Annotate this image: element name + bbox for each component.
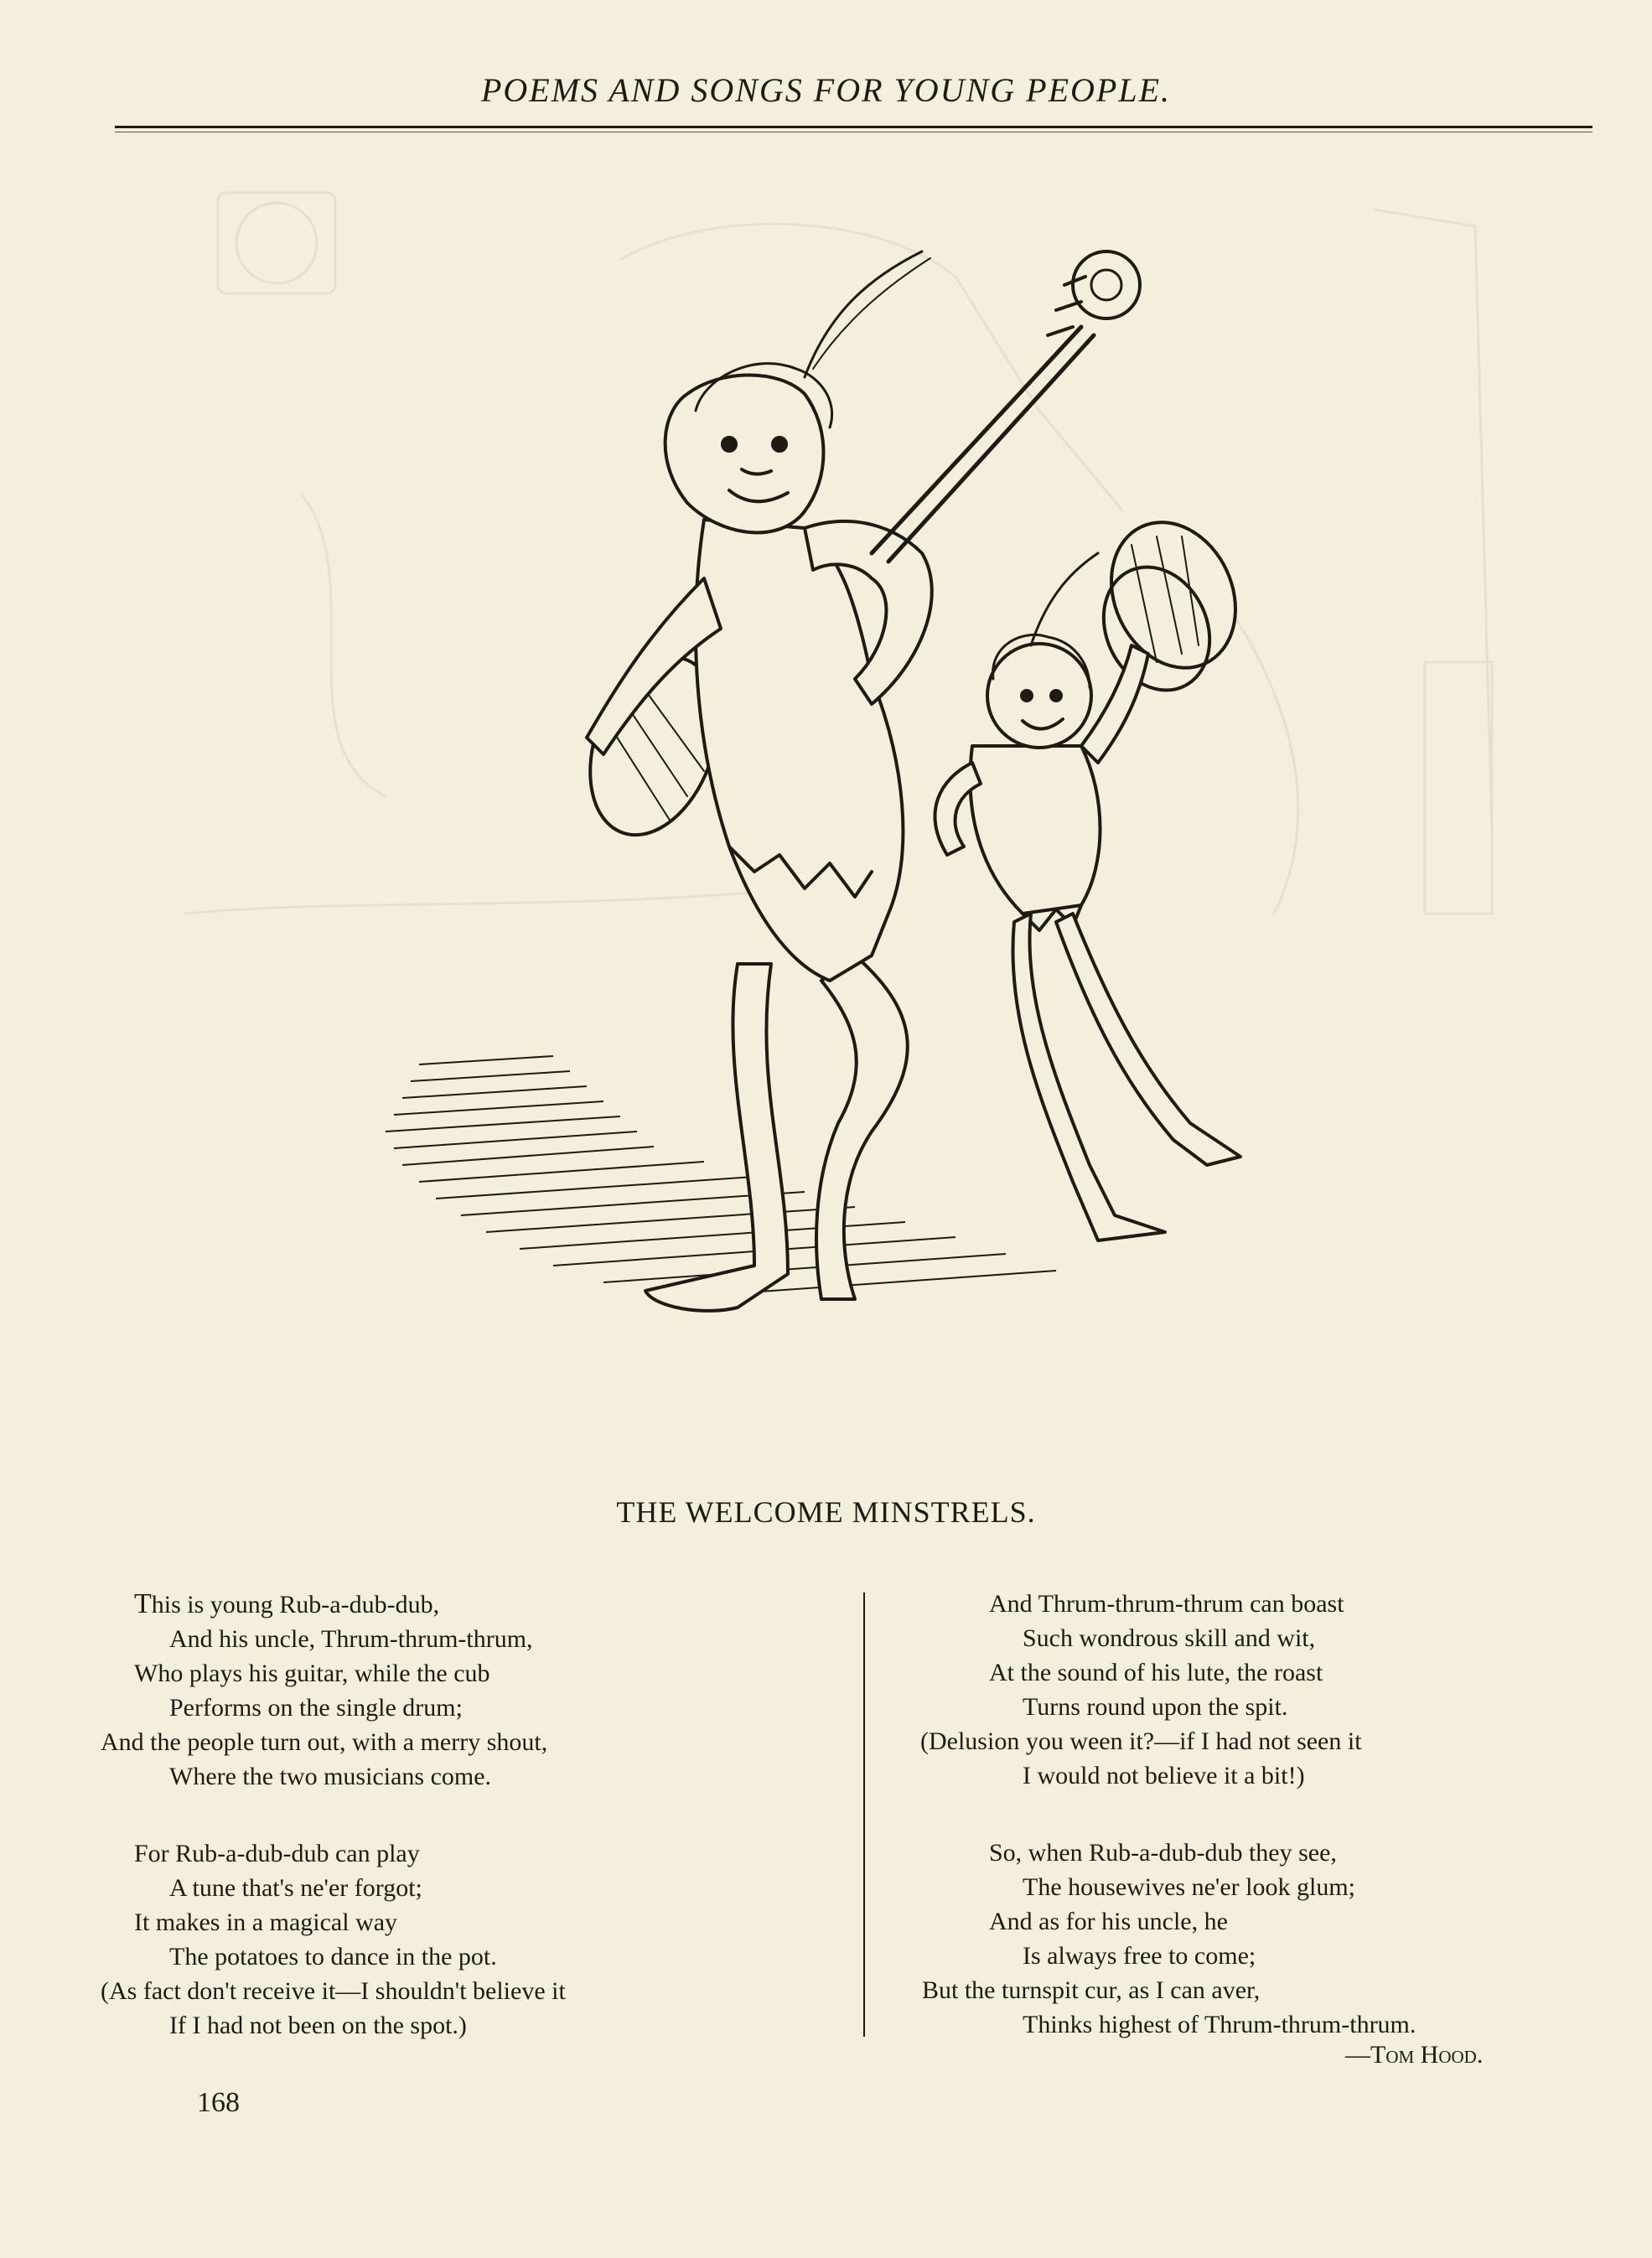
minstrels-illustration	[117, 159, 1576, 1450]
poem-line: But the turnspit cur, as I can aver,	[922, 1976, 1261, 2004]
poem-line: Who plays his guitar, while the cub	[134, 1660, 490, 1687]
poem-line: Thinks highest of Thrum-thrum-thrum.	[1023, 2011, 1416, 2038]
poem-left-column	[101, 1587, 566, 2043]
poem-line: (As fact don't receive it—I shouldn't believe it	[101, 1977, 566, 2005]
poem-line: And Thrum-thrum-thrum can boast	[989, 1590, 1344, 1618]
thrum-tunic	[696, 520, 903, 981]
poem-right-column	[914, 1587, 1416, 2042]
ground-hatching	[386, 1056, 1056, 1299]
rub-figure	[935, 502, 1259, 1240]
thrum-figure	[567, 251, 932, 1311]
rub-head	[987, 644, 1091, 748]
poem-line: It makes in a magical way	[134, 1908, 398, 1936]
thrum-right-leg	[816, 956, 908, 1299]
running-head: POEMS AND SONGS FOR YOUNG PEOPLE.	[480, 71, 1171, 109]
poem-line: The potatoes to dance in the pot.	[169, 1943, 497, 1971]
poem-line: And as for his uncle, he	[989, 1908, 1228, 1935]
poem-line: Performs on the single drum;	[169, 1694, 463, 1722]
poem-line: Where the two musicians come.	[169, 1763, 492, 1790]
poem-line: Such wondrous skill and wit,	[1023, 1624, 1316, 1652]
poem-line: I would not believe it a bit!)	[1023, 1762, 1305, 1789]
poem-line: The housewives ne'er look glum;	[1023, 1873, 1355, 1901]
column-divider	[863, 1593, 865, 2037]
poem-line: A tune that's ne'er forgot;	[169, 1874, 422, 1902]
poem-title: THE WELCOME MINSTRELS.	[616, 1495, 1036, 1529]
poem-line: Is always free to come;	[1023, 1942, 1256, 1970]
thrum-left-leg	[645, 964, 788, 1311]
page-number: 168	[197, 2087, 240, 2118]
header-rule	[115, 126, 1592, 128]
guitar-neck	[872, 251, 1140, 562]
poem-line: And his uncle, Thrum-thrum-thrum,	[169, 1625, 533, 1653]
thrum-head	[665, 375, 824, 533]
rub-right-leg	[1056, 914, 1240, 1165]
poem-line: At the sound of his lute, the roast	[989, 1659, 1323, 1686]
poem-line: For Rub-a-dub-dub can play	[134, 1840, 420, 1867]
poem-line: (Delusion you ween it?—if I had not seen it	[920, 1727, 1362, 1755]
drum	[1089, 502, 1259, 688]
poem-line: If I had not been on the spot.)	[169, 2012, 467, 2039]
poem-line: This is young Rub-a-dub-dub,	[134, 1588, 440, 1619]
rub-tunic	[971, 746, 1100, 914]
poem-line: So, when Rub-a-dub-dub they see,	[989, 1839, 1337, 1867]
poem-line: Turns round upon the spit.	[1023, 1693, 1288, 1721]
poem-attribution: —Tom Hood.	[1345, 2041, 1484, 2069]
poem-line: And the people turn out, with a merry shout,	[101, 1728, 548, 1756]
